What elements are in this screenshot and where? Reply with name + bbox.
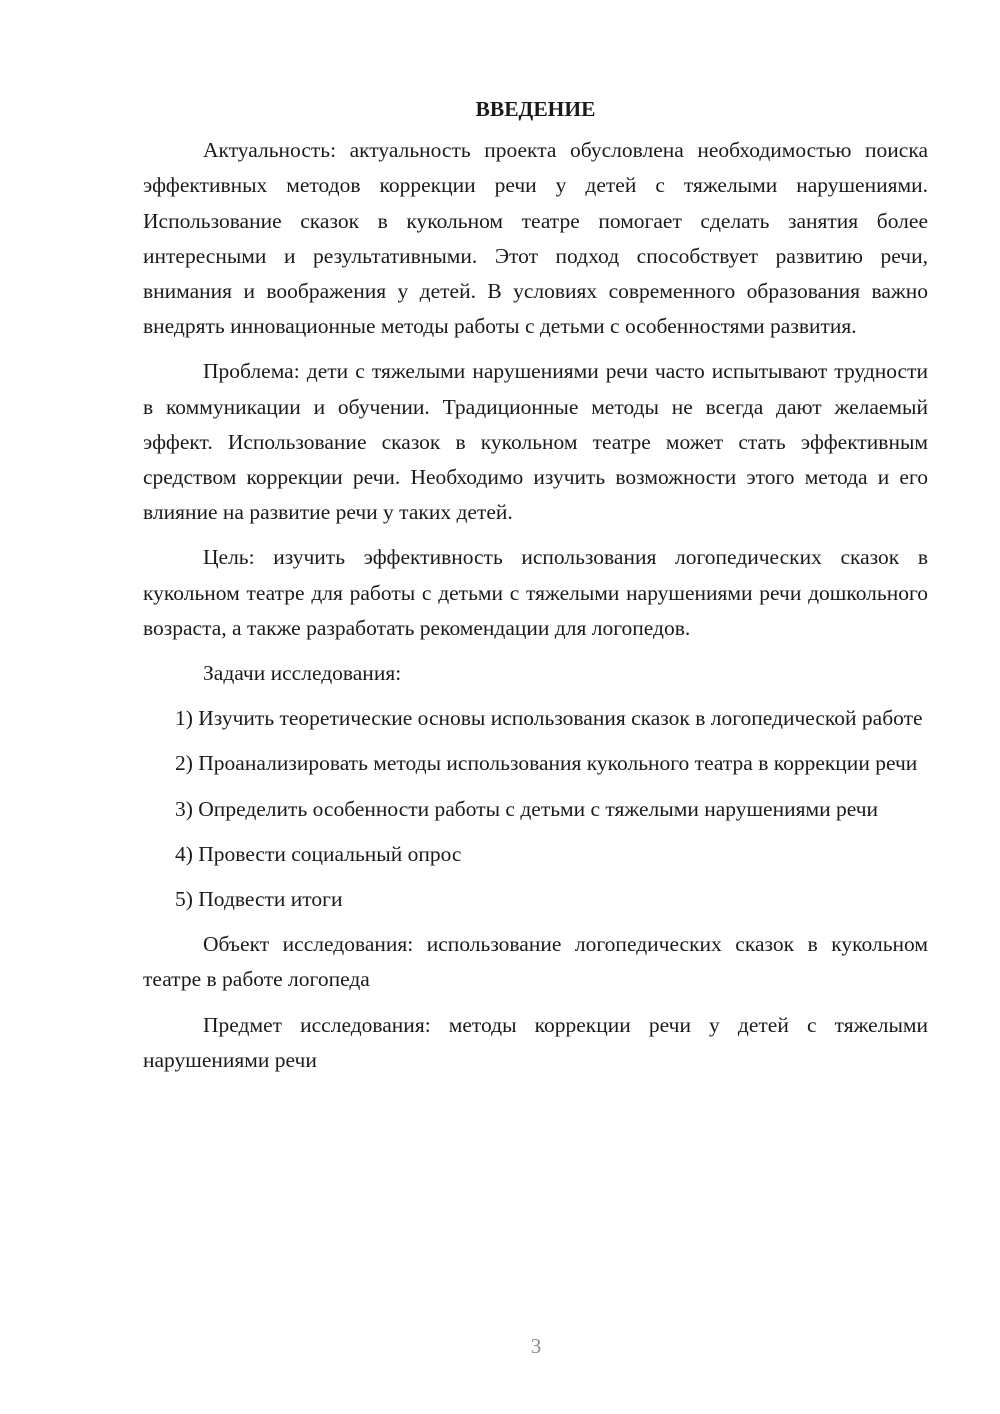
list-item: 3) Определить особенности работы с детьми с тяжелыми нарушениями речи [175, 796, 879, 821]
list-item: 1) Изучить теоретические основы использования сказок в логопедической работе [175, 706, 923, 731]
object-paragraph: Объект исследования: использование логопедических сказок в кукольном театре в работе логопеда [143, 932, 928, 992]
problem-paragraph: Проблема: дети с тяжелыми нарушениями речи часто испытывают трудности в коммуникации и обучении. Традиционные методы не всегда дают желаемый эффект. Использование сказок в кукольном театре может стать эффективным средством коррекции речи. Необходимо изучить возможности этого метода и его влияние на развитие речи у таких детей. [143, 359, 928, 525]
list-item: 5) Подвести итоги [175, 887, 343, 912]
list-item: 2) Проанализировать методы использования кукольного театра в коррекции речи [175, 751, 918, 776]
list-item: 4) Провести социальный опрос [175, 841, 462, 866]
page-number: 3 [530, 1334, 542, 1358]
page-title: ВВЕДЕНИЕ [475, 97, 596, 121]
goal-paragraph: Цель: изучить эффективность использования логопедических сказок в кукольном театре для работы с детьми с тяжелыми нарушениями речи дошкольного возраста, а также разработать рекомендации для логопедов. [143, 545, 928, 640]
tasks-heading: Задачи исследования: [203, 661, 402, 686]
tasks-list [143, 701, 928, 917]
relevance-paragraph: Актуальность: актуальность проекта обусловлена необходимостью поиска эффективных методов коррекции речи у детей с тяжелыми нарушениями. Использование сказок в кукольном театре помогает сделать занятия более интересными и результативными. Этот подход способствует развитию речи, внимания и воображения у детей. В условиях современного образования важно внедрять инновационные методы работы с детьми с особенностями развития. [143, 138, 928, 339]
subject-paragraph: Предмет исследования: методы коррекции речи у детей с тяжелыми нарушениями речи [143, 1012, 928, 1072]
document-page [143, 92, 928, 1088]
